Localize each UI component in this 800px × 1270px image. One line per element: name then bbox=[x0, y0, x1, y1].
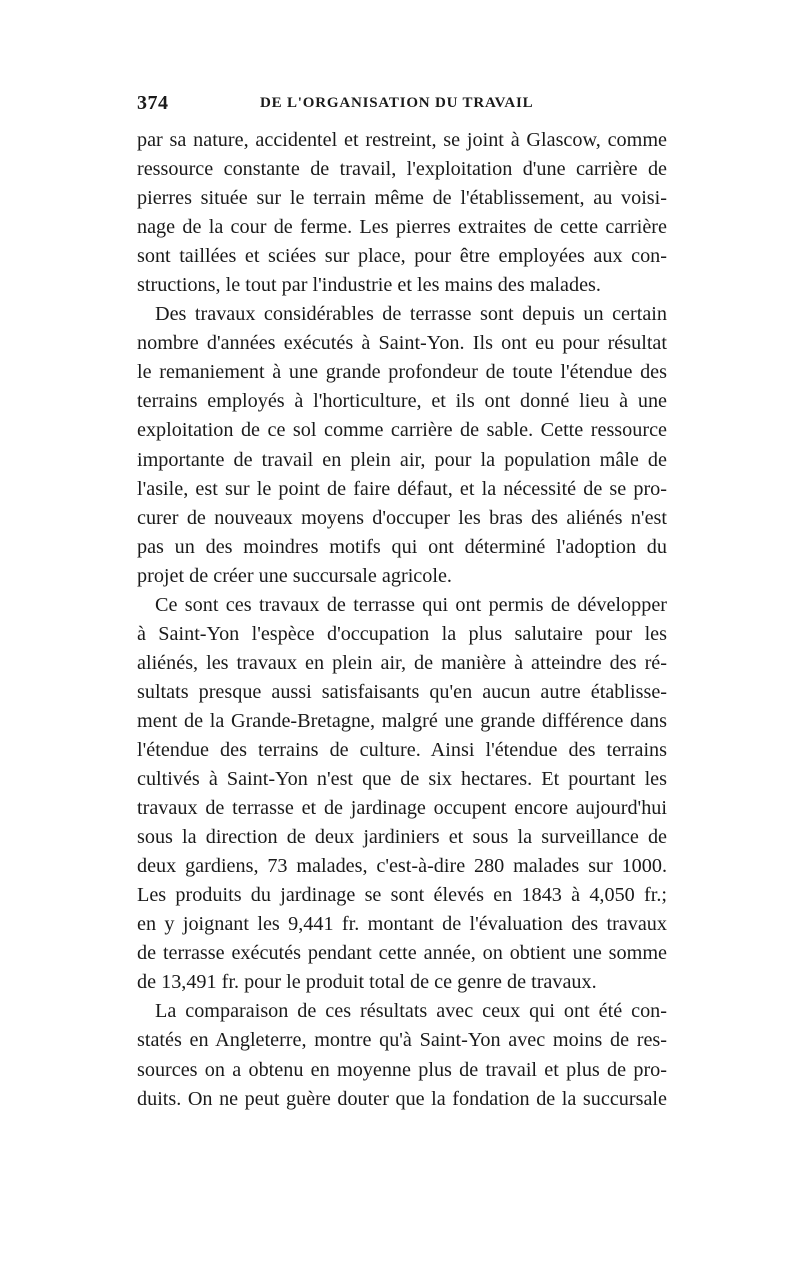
running-head bbox=[137, 92, 667, 122]
text-line: Des travaux considérables de terrasse sont depuis un certain bbox=[155, 303, 667, 326]
text-line: importante de travail en plein air, pour la population mâle de bbox=[137, 448, 667, 471]
text-line: sultats presque aussi satisfaisants qu'en aucun autre établisse- bbox=[137, 680, 667, 703]
text-line: structions, le tout par l'industrie et les mains des malades. bbox=[137, 274, 601, 297]
text-line: Les produits du jardinage se sont élevés en 1843 à 4,050 fr.; bbox=[137, 884, 667, 907]
text-line: travaux de terrasse et de jardinage occupent encore aujourd'hui bbox=[137, 797, 667, 820]
text-line: en y joignant les 9,441 fr. montant de l'évaluation des travaux bbox=[137, 913, 667, 936]
text-line: pas un des moindres motifs qui ont déterminé l'adoption du bbox=[137, 535, 667, 558]
text-line: de 13,491 fr. pour le produit total de ce genre de travaux. bbox=[137, 971, 597, 994]
text-line: nombre d'années exécutés à Saint-Yon. Ils ont eu pour résultat bbox=[137, 332, 667, 355]
text-line: nage de la cour de ferme. Les pierres extraites de cette carrière bbox=[137, 216, 667, 239]
text-line: cultivés à Saint-Yon n'est que de six hectares. Et pourtant les bbox=[137, 768, 667, 791]
text-line: de terrasse exécutés pendant cette année, on obtient une somme bbox=[137, 942, 667, 965]
running-title: DE L'ORGANISATION DU TRAVAIL bbox=[260, 95, 534, 111]
text-line: terrains employés à l'horticulture, et ils ont donné lieu à une bbox=[137, 390, 667, 413]
text-line: sous la direction de deux jardiniers et sous la surveillance de bbox=[137, 826, 667, 849]
text-line: La comparaison de ces résultats avec ceux qui ont été con- bbox=[155, 1000, 667, 1023]
text-line: Ce sont ces travaux de terrasse qui ont permis de développer bbox=[155, 593, 667, 616]
text-line: projet de créer une succursale agricole. bbox=[137, 564, 452, 587]
text-line: le remaniement à une grande profondeur de toute l'étendue des bbox=[137, 361, 667, 384]
text-line: pierres située sur le terrain même de l'établissement, au voisi- bbox=[137, 187, 667, 210]
text-line: par sa nature, accidentel et restreint, se joint à Glascow, comme bbox=[137, 129, 667, 151]
text-line: ment de la Grande-Bretagne, malgré une grande différence dans bbox=[137, 709, 667, 732]
text-line: ressource constante de travail, l'exploitation d'une carrière de bbox=[137, 158, 667, 181]
text-line: statés en Angleterre, montre qu'à Saint-Yon avec moins de res- bbox=[137, 1029, 667, 1052]
text-line: l'asile, est sur le point de faire défaut, et la nécessité de se pro- bbox=[137, 477, 667, 500]
text-line: exploitation de ce sol comme carrière de sable. Cette ressource bbox=[137, 419, 667, 442]
text-line: aliénés, les travaux en plein air, de manière à atteindre des ré- bbox=[137, 651, 667, 674]
text-line: sources on a obtenu en moyenne plus de travail et plus de pro- bbox=[137, 1058, 667, 1081]
text-line: curer de nouveaux moyens d'occuper les bras des aliénés n'est bbox=[137, 506, 667, 529]
text-line: à Saint-Yon l'espèce d'occupation la plus salutaire pour les bbox=[137, 622, 667, 645]
text-line: sont taillées et sciées sur place, pour être employées aux con- bbox=[137, 245, 667, 268]
text-line: l'étendue des terrains de culture. Ainsi l'étendue des terrains bbox=[137, 738, 667, 761]
page-number: 374 bbox=[137, 92, 169, 114]
text-line: deux gardiens, 73 malades, c'est-à-dire 280 malades sur 1000. bbox=[137, 855, 667, 878]
body-text bbox=[137, 126, 667, 1114]
text-line: duits. On ne peut guère douter que la fondation de la succursale bbox=[137, 1087, 667, 1110]
